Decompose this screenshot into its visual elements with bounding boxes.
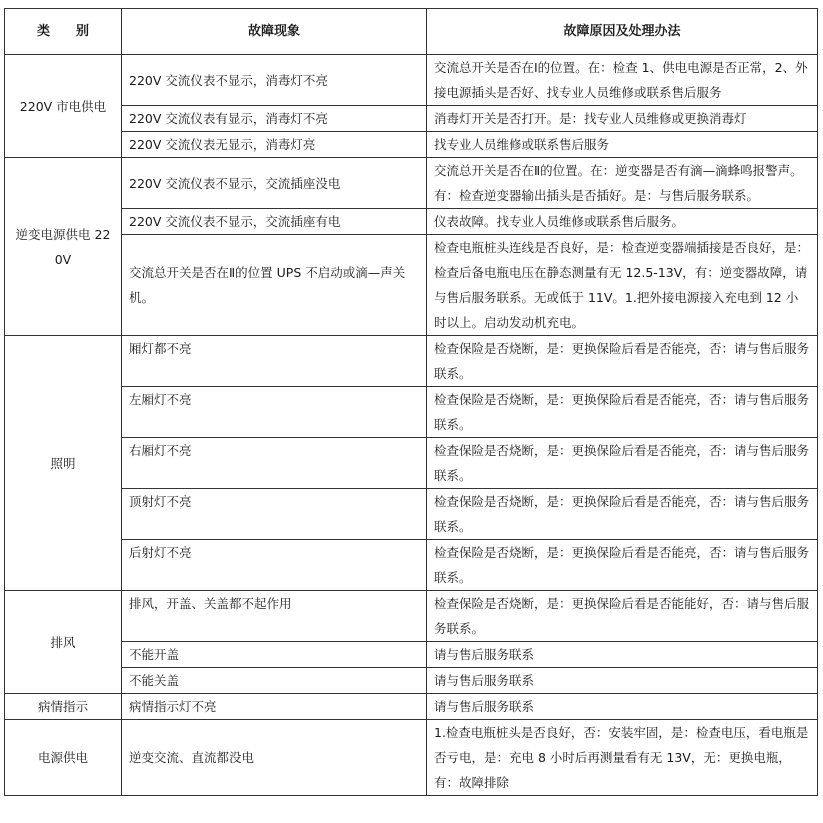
solution-cell: 消毒灯开关是否打开。是：找专业人员维修或更换消毒灯: [427, 106, 818, 132]
table-row: [5, 158, 818, 209]
table-row: [5, 642, 818, 668]
solution-cell: 仪表故障。找专业人员维修或联系售后服务。: [427, 209, 818, 235]
symptom-cell: 220V 交流仪表不显示，消毒灯不亮: [122, 55, 427, 106]
solution-cell: 检查保险是否烧断，是：更换保险后看是否能亮，否：请与售后服务联系。: [427, 489, 818, 540]
solution-cell: 检查保险是否烧断，是：更换保险后看是否能亮，否：请与售后服务联系。: [427, 540, 818, 591]
symptom-cell: 逆变交流、直流都没电: [122, 720, 427, 796]
solution-cell: 交流总开关是否在Ⅰ的位置。在：检查 1、供电电源是否正常，2、外接电源插头是否好、找专业人员维修或联系售后服务: [427, 55, 818, 106]
table-row: [5, 209, 818, 235]
category-cell: 逆变电源供电 220V: [5, 158, 122, 336]
solution-cell: 检查保险是否烧断，是：更换保险后看是否能亮，否：请与售后服务联系。: [427, 336, 818, 387]
category-cell: 电源供电: [5, 720, 122, 796]
solution-cell: 检查保险是否烧断，是：更换保险后看是否能亮，否：请与售后服务联系。: [427, 387, 818, 438]
table-row: [5, 55, 818, 106]
table-row: [5, 106, 818, 132]
table-row: [5, 591, 818, 642]
symptom-cell: 厢灯都不亮: [122, 336, 427, 387]
table-row: [5, 720, 818, 796]
solution-cell: 请与售后服务联系: [427, 694, 818, 720]
solution-cell: 交流总开关是否在Ⅱ的位置。在：逆变器是否有滴—滴蜂鸣报警声。有：检查逆变器输出插头是否插好。是：与售后服务联系。: [427, 158, 818, 209]
solution-cell: 请与售后服务联系: [427, 668, 818, 694]
symptom-cell: 排风，开盖、关盖都不起作用: [122, 591, 427, 642]
troubleshooting-table: [4, 8, 818, 796]
table-row: [5, 132, 818, 158]
table-body: [5, 55, 818, 796]
category-cell: 照明: [5, 336, 122, 591]
table-row: [5, 438, 818, 489]
symptom-cell: 220V 交流仪表有显示，消毒灯不亮: [122, 106, 427, 132]
symptom-cell: 右厢灯不亮: [122, 438, 427, 489]
symptom-cell: 交流总开关是否在Ⅱ的位置 UPS 不启动或滴—声关机。: [122, 235, 427, 336]
table-row: [5, 668, 818, 694]
header-row: [5, 9, 818, 55]
table-header: [5, 9, 818, 55]
symptom-cell: 220V 交流仪表不显示，交流插座有电: [122, 209, 427, 235]
solution-cell: 检查电瓶桩头连线是否良好，是：检查逆变器端插接是否良好，是：检查后备电瓶电压在静态测量有无 12.5-13V，有：逆变器故障，请与售后服务联系。无或低于 11V。1.把外接电源接入充电到 12 小时以上。启动发动机充电。: [427, 235, 818, 336]
symptom-cell: 220V 交流仪表不显示，交流插座没电: [122, 158, 427, 209]
solution-cell: 检查保险是否烧断，是：更换保险后看是否能能好，否：请与售后服务联系。: [427, 591, 818, 642]
table-row: [5, 694, 818, 720]
header-solution: 故障原因及处理办法: [427, 9, 818, 55]
table-row: [5, 387, 818, 438]
category-cell: 病情指示: [5, 694, 122, 720]
symptom-cell: 左厢灯不亮: [122, 387, 427, 438]
table-row: [5, 489, 818, 540]
header-symptom: 故障现象: [122, 9, 427, 55]
symptom-cell: 不能开盖: [122, 642, 427, 668]
category-cell: 排风: [5, 591, 122, 694]
category-cell: 220V 市电供电: [5, 55, 122, 158]
solution-cell: 请与售后服务联系: [427, 642, 818, 668]
symptom-cell: 220V 交流仪表无显示，消毒灯亮: [122, 132, 427, 158]
table-row: [5, 336, 818, 387]
symptom-cell: 后射灯不亮: [122, 540, 427, 591]
solution-cell: 1.检查电瓶桩头是否良好，否：安装牢固，是：检查电压，看电瓶是否亏电，是：充电 8 小时后再测量看有无 13V，无：更换电瓶，有：故障排除: [427, 720, 818, 796]
table-row: [5, 235, 818, 336]
solution-cell: 检查保险是否烧断，是：更换保险后看是否能亮，否：请与售后服务联系。: [427, 438, 818, 489]
symptom-cell: 顶射灯不亮: [122, 489, 427, 540]
solution-cell: 找专业人员维修或联系售后服务: [427, 132, 818, 158]
header-category: 类 别: [5, 9, 122, 55]
symptom-cell: 病情指示灯不亮: [122, 694, 427, 720]
symptom-cell: 不能关盖: [122, 668, 427, 694]
table-row: [5, 540, 818, 591]
